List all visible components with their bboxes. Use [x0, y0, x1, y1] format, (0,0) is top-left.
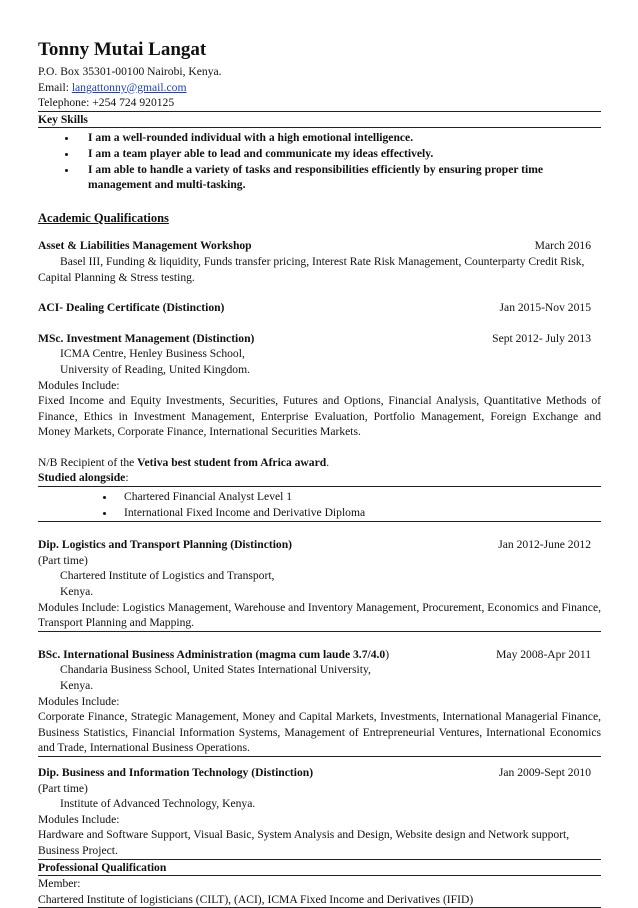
academic-qualifications-title: Academic Qualifications	[38, 210, 169, 225]
dip-logistics-title: Dip. Logistics and Transport Planning (Distinction)	[38, 538, 293, 552]
bsc-title-main: BSc. International Business Administration (magma cum laude 3.7/4.0	[38, 647, 386, 661]
dip-it-heading	[38, 765, 601, 781]
alm-heading	[38, 238, 601, 254]
alm-description-line1: Basel III, Funding & liquidity, Funds transfer pricing, Interest Rate Risk Management, Counterparty Credit Risk,	[60, 254, 585, 268]
bsc-modules-text: Corporate Finance, Strategic Management, Money and Capital Markets, Investments, International Managerial Finance, Business Statistics, Financial Information Systems, Management of Entrepreneurial Ventures, International Economics and Trade, International Business Operations.	[38, 709, 601, 757]
msc-institution-line1: ICMA Centre, Henley Business School,	[60, 347, 245, 361]
bsc-institution-line2: Kenya.	[60, 679, 94, 692]
list-item: • Chartered Financial Analyst Level 1	[116, 489, 601, 505]
dip-logistics-date: Jan 2012-June 2012	[498, 538, 591, 552]
bsc-heading	[38, 647, 601, 663]
studied-alongside-label	[38, 470, 601, 487]
alm-description-line2: Capital Planning & Stress testing.	[38, 270, 195, 284]
bsc-institution-line1: Chandaria Business School, United States International University,	[60, 663, 371, 677]
studied-alongside-text: Studied alongside	[38, 471, 126, 485]
msc-modules-text: Fixed Income and Equity Investments, Securities, Futures and Options, Financial Analysis, Quantitative Methods of Finance, Ethics in Investment Management, Enterprise Evaluation, Portfolio Management, Foreign Exchange and Money Markets, Corporate Finance, International Securities Markets.	[38, 394, 601, 439]
bsc-date: May 2008-Apr 2011	[496, 647, 591, 661]
award-note-suffix: .	[326, 455, 330, 469]
award-name: Vetiva best student from Africa award	[137, 455, 327, 469]
bsc-modules-label: Modules Include:	[38, 694, 120, 708]
alm-date: March 2016	[534, 239, 591, 253]
dip-it-title: Dip. Business and Information Technology (Distinction)	[38, 765, 314, 779]
studied-alongside-colon: :	[125, 471, 129, 485]
msc-title: MSc. Investment Management (Distinction)	[38, 331, 255, 345]
membership-details: Chartered Institute of logisticians (CILT), (ACI), ICMA Fixed Income and Derivatives (IFID)	[38, 892, 601, 908]
candidate-name: Tonny Mutai Langat	[38, 39, 207, 60]
alm-title: Asset & Liabilities Management Workshop	[38, 239, 252, 253]
resume-page	[38, 38, 601, 908]
telephone-line: Telephone: +254 724 920125	[38, 95, 601, 112]
professional-qualification-title: Professional Qualification	[38, 860, 601, 877]
list-item: • International Fixed Income and Derivative Diploma	[116, 505, 601, 521]
studied-alongside-list	[38, 489, 601, 520]
dip-logistics-modules: Modules Include: Logistics Management, Warehouse and Inventory Management, Procurement, Economics and Finance, Transport Planning and Mapping.	[38, 600, 601, 632]
bsc-title-end: )	[385, 647, 390, 661]
dip-it-modules-line2: Business Project.	[38, 843, 601, 860]
bsc-title	[38, 647, 389, 663]
email-label: Email:	[38, 80, 72, 94]
dip-logistics-institution-line1: Chartered Institute of Logistics and Transport,	[60, 569, 275, 583]
list-item: • I am a well-rounded individual with a high emotional intelligence.	[78, 130, 601, 146]
dip-it-date: Jan 2009-Sept 2010	[498, 765, 591, 779]
dip-it-modules-label: Modules Include:	[38, 812, 120, 826]
msc-heading	[38, 331, 601, 347]
key-skills-title: Key Skills	[38, 112, 601, 129]
list-item: • I am able to handle a variety of tasks and responsibilities efficiently by ensuring proper time management and multi-tasking.	[78, 162, 601, 193]
key-skills-list	[38, 130, 601, 192]
msc-modules-label: Modules Include:	[38, 378, 120, 392]
dip-logistics-heading	[38, 537, 601, 553]
dip-it-institution: Institute of Advanced Technology, Kenya.	[60, 797, 256, 811]
dip-logistics-part-time: (Part time)	[38, 553, 88, 567]
msc-date: Sept 2012- July 2013	[492, 331, 591, 345]
studied-alongside-box	[38, 489, 601, 522]
dip-it-part-time: (Part time)	[38, 781, 88, 795]
membership-label: Member:	[38, 877, 81, 891]
dip-it-modules-line1: Hardware and Software Support, Visual Basic, System Analysis and Design, Website design and Network support,	[38, 828, 570, 842]
dip-logistics-institution-line2: Kenya.	[60, 585, 94, 599]
msc-institution-line2: University of Reading, United Kingdom.	[60, 362, 250, 376]
aci-date: Jan 2015-Nov 2015	[499, 301, 591, 315]
award-note-prefix: N/B Recipient of the	[38, 455, 138, 469]
list-item: • I am a team player able to lead and communicate my ideas effectively.	[78, 146, 601, 162]
postal-address: P.O. Box 35301-00100 Nairobi, Kenya.	[38, 65, 222, 78]
aci-heading	[38, 300, 601, 316]
aci-title: ACI- Dealing Certificate (Distinction)	[38, 301, 225, 315]
msc-award-note	[38, 455, 601, 471]
email-link[interactable]: langattonny@gmail.com	[71, 80, 187, 94]
email-line	[38, 80, 601, 96]
